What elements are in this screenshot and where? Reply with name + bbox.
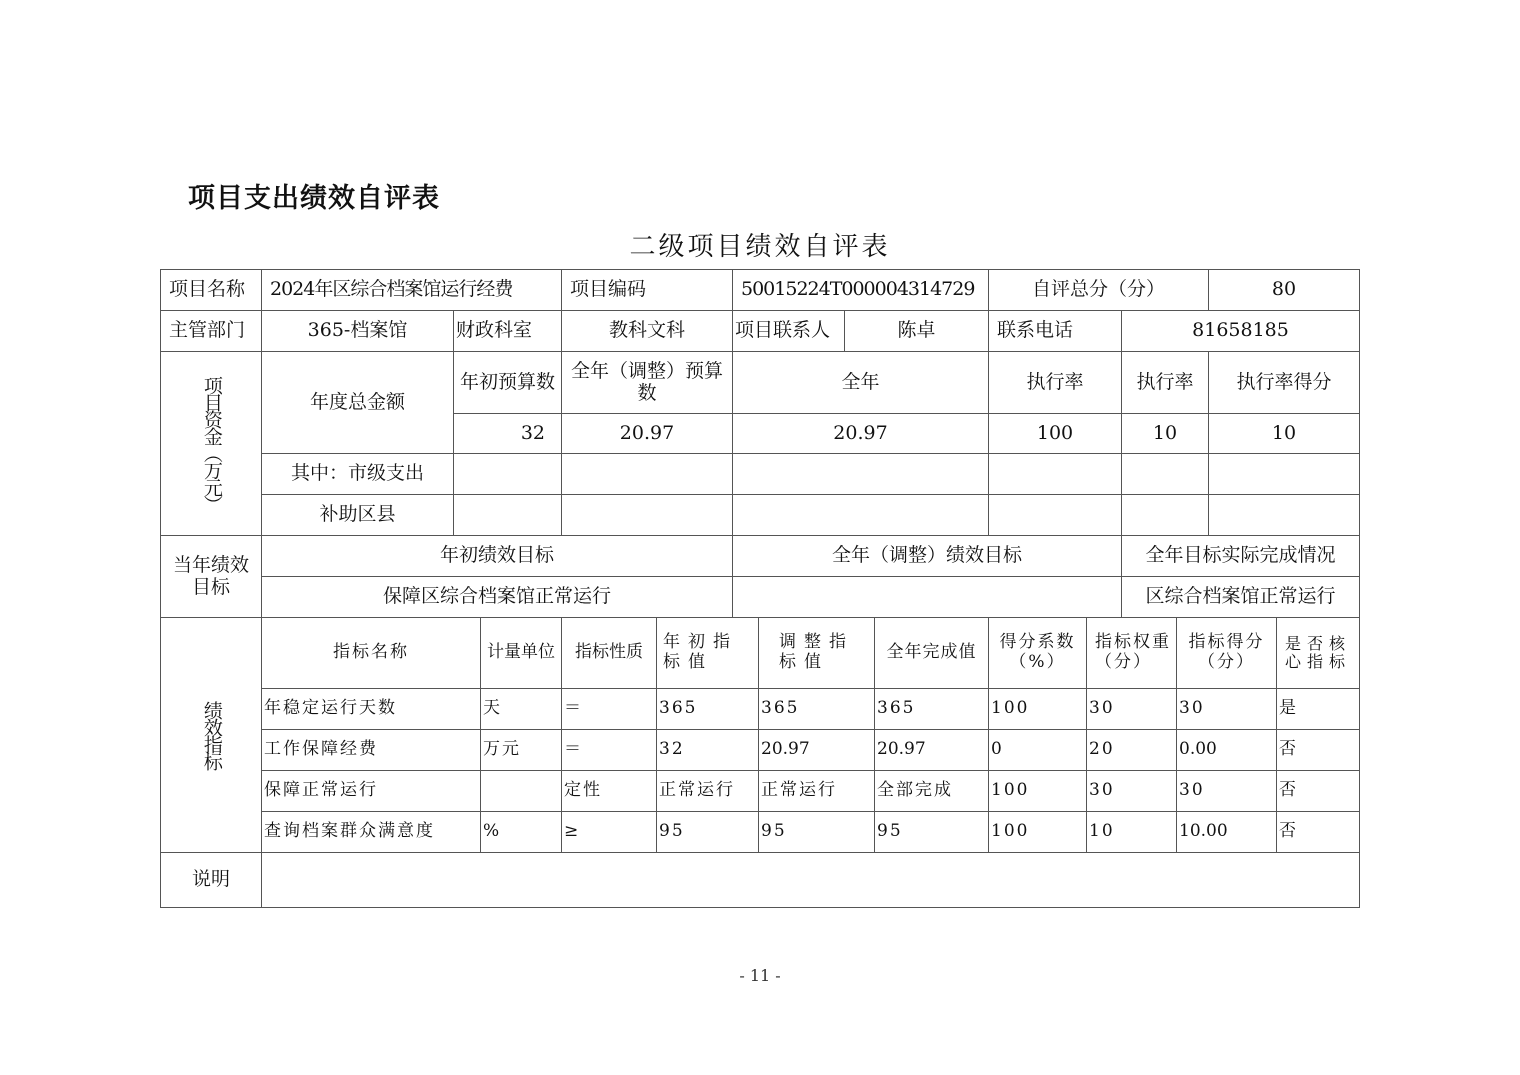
indicator-header: 是否核心指标 <box>1276 617 1360 689</box>
department-label: 主管部门 <box>160 310 262 352</box>
table-title: 二级项目绩效自评表 <box>629 232 891 262</box>
funds-section-label: 项目资金（万元） <box>160 351 262 536</box>
project-name-value: 2024年区综合档案馆运行经费 <box>261 269 562 311</box>
total-score-value: 80 <box>1208 269 1360 311</box>
total-score-label: 自评总分（分） <box>988 269 1209 311</box>
city-expense-label: 其中：市级支出 <box>261 453 454 495</box>
indicator-unit: 天 <box>480 688 562 730</box>
indicator-score: 0.00 <box>1176 729 1277 771</box>
project-code-label: 项目编码 <box>561 269 733 311</box>
indicator-coefficient: 100 <box>988 688 1087 730</box>
empty-cell <box>732 453 989 495</box>
indicator-weight: 20 <box>1086 729 1177 771</box>
full-year-value: 20.97 <box>732 413 989 454</box>
indicator-header: 指标得分（分） <box>1176 617 1277 689</box>
adjusted-budget-value: 20.97 <box>561 413 733 454</box>
notes-label: 说明 <box>160 852 262 908</box>
indicator-initial-value: 95 <box>656 811 759 853</box>
page-number: - 11 - <box>739 966 781 985</box>
phone-label: 联系电话 <box>988 310 1122 352</box>
indicator-core: 否 <box>1276 729 1360 771</box>
indicator-adjusted-value: 正常运行 <box>758 770 875 812</box>
indicator-completed-value: 20.97 <box>874 729 989 771</box>
indicator-adjusted-value: 365 <box>758 688 875 730</box>
indicator-header: 指标名称 <box>261 617 481 689</box>
execution-rate-value: 100 <box>988 413 1122 454</box>
initial-budget-value: 32 <box>453 413 562 454</box>
empty-cell <box>453 494 562 536</box>
district-subsidy-label: 补助区县 <box>261 494 454 536</box>
goals-section-label: 当年绩效目标 <box>160 535 262 618</box>
actual-completion-value: 区综合档案馆正常运行 <box>1121 576 1360 618</box>
indicator-header: 调整指标值 <box>758 617 875 689</box>
indicator-score: 30 <box>1176 770 1277 812</box>
indicator-core: 否 <box>1276 770 1360 812</box>
indicator-name: 查询档案群众满意度 <box>261 811 481 853</box>
finance-office-label: 财政科室 <box>453 310 562 352</box>
empty-cell <box>988 494 1122 536</box>
indicator-nature: ≥ <box>561 811 657 853</box>
page-heading: 项目支出绩效自评表 <box>188 183 440 214</box>
empty-cell <box>1208 494 1360 536</box>
execution-rate-label: 执行率 <box>988 351 1122 414</box>
indicator-adjusted-value: 20.97 <box>758 729 875 771</box>
indicator-weight: 10 <box>1086 811 1177 853</box>
indicator-adjusted-value: 95 <box>758 811 875 853</box>
execution-score-value: 10 <box>1208 413 1360 454</box>
indicator-header: 得分系数（%） <box>988 617 1087 689</box>
initial-budget-label: 年初预算数 <box>453 351 562 414</box>
indicator-coefficient: 0 <box>988 729 1087 771</box>
project-code-value: 50015224T000004314729 <box>732 269 989 311</box>
indicator-weight: 30 <box>1086 770 1177 812</box>
execution-score-label: 执行率得分 <box>1208 351 1360 414</box>
weight-value: 10 <box>1121 413 1209 454</box>
indicator-completed-value: 95 <box>874 811 989 853</box>
indicator-weight: 30 <box>1086 688 1177 730</box>
weight-label: 执行率 <box>1121 351 1209 414</box>
indicator-initial-value: 正常运行 <box>656 770 759 812</box>
empty-cell <box>561 453 733 495</box>
indicator-nature: ＝ <box>561 688 657 730</box>
indicator-unit: 万元 <box>480 729 562 771</box>
indicator-nature: 定性 <box>561 770 657 812</box>
indicator-core: 否 <box>1276 811 1360 853</box>
indicator-header: 全年完成值 <box>874 617 989 689</box>
indicator-nature: ＝ <box>561 729 657 771</box>
indicator-completed-value: 365 <box>874 688 989 730</box>
empty-cell <box>1208 453 1360 495</box>
department-value: 365-档案馆 <box>261 310 454 352</box>
indicator-name: 保障正常运行 <box>261 770 481 812</box>
indicator-header: 计量单位 <box>480 617 562 689</box>
empty-cell <box>561 494 733 536</box>
actual-completion-label: 全年目标实际完成情况 <box>1121 535 1360 577</box>
adjusted-goal-value <box>732 576 1122 618</box>
adjusted-budget-label: 全年（调整）预算数 <box>561 351 733 414</box>
indicator-unit: % <box>480 811 562 853</box>
indicator-header: 指标性质 <box>561 617 657 689</box>
indicator-name: 年稳定运行天数 <box>261 688 481 730</box>
adjusted-goal-label: 全年（调整）绩效目标 <box>732 535 1122 577</box>
indicator-unit <box>480 770 562 812</box>
indicator-score: 30 <box>1176 688 1277 730</box>
indicator-header: 年初指标值 <box>656 617 759 689</box>
indicator-core: 是 <box>1276 688 1360 730</box>
full-year-label: 全年 <box>732 351 989 414</box>
empty-cell <box>1121 494 1209 536</box>
finance-office-value: 教科文科 <box>561 310 733 352</box>
phone-value: 81658185 <box>1121 310 1360 352</box>
contact-person-value: 陈卓 <box>844 310 989 352</box>
project-name-label: 项目名称 <box>160 269 262 311</box>
indicator-initial-value: 365 <box>656 688 759 730</box>
indicator-completed-value: 全部完成 <box>874 770 989 812</box>
empty-cell <box>732 494 989 536</box>
notes-value <box>261 852 1360 908</box>
contact-person-label: 项目联系人 <box>732 310 845 352</box>
indicator-header: 指标权重（分） <box>1086 617 1177 689</box>
empty-cell <box>453 453 562 495</box>
annual-total-label: 年度总金额 <box>261 351 454 454</box>
indicator-score: 10.00 <box>1176 811 1277 853</box>
indicator-coefficient: 100 <box>988 770 1087 812</box>
indicator-initial-value: 32 <box>656 729 759 771</box>
initial-goal-value: 保障区综合档案馆正常运行 <box>261 576 733 618</box>
empty-cell <box>988 453 1122 495</box>
indicators-section-label: 绩效指标 <box>160 617 262 853</box>
indicator-coefficient: 100 <box>988 811 1087 853</box>
indicator-name: 工作保障经费 <box>261 729 481 771</box>
initial-goal-label: 年初绩效目标 <box>261 535 733 577</box>
empty-cell <box>1121 453 1209 495</box>
